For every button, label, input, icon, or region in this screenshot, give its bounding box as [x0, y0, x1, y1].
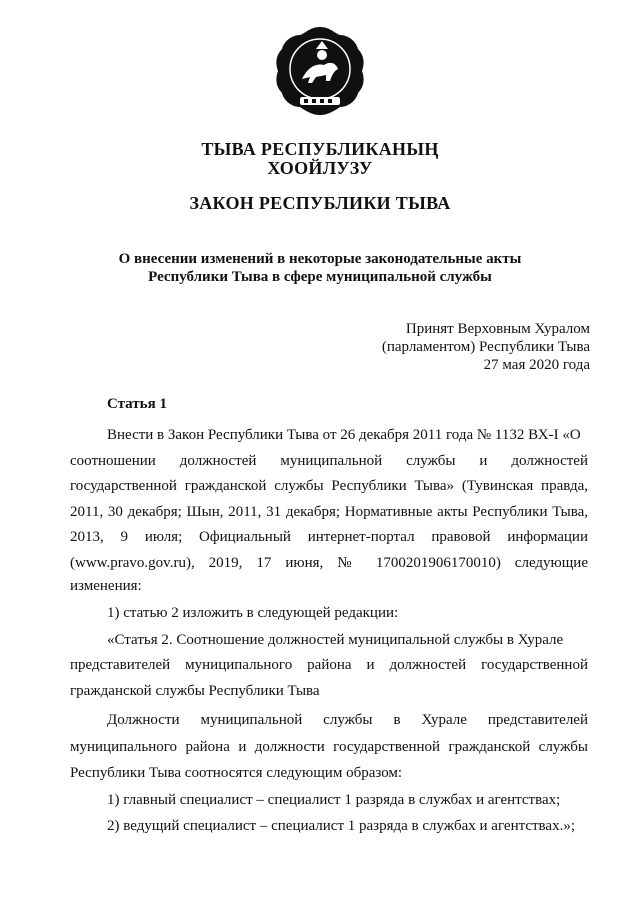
body-line: представителей муниципального района и должностей государственной	[70, 657, 588, 673]
law-subject-line2: Республики Тыва в сфере муниципальной службы	[148, 269, 492, 285]
body-line: гражданской службы Республики Тыва	[70, 683, 320, 699]
adoption-line1: Принят Верховным Хуралом	[405, 321, 590, 337]
body-line: 2013, 9 июля; Официальный интернет-портал правовой информации	[70, 529, 588, 545]
article-heading: Статья 1	[107, 396, 167, 412]
body-line: соотношении должностей муниципальной службы и должностей	[70, 453, 588, 469]
body-line: 1) статью 2 изложить в следующей редакции:	[107, 605, 399, 621]
body-line: государственной гражданской службы Республики Тыва» (Тувинская правда,	[70, 478, 588, 494]
law-title: ЗАКОН РЕСПУБЛИКИ ТЫВА	[189, 193, 451, 213]
body-line: (www.pravo.gov.ru), 2019, 17 июня, № 1700201906170010) следующие	[70, 555, 588, 571]
law-subject-line1: О внесении изменений в некоторые законодательные акты	[118, 251, 522, 267]
adoption-date: 27 мая 2020 года	[483, 357, 590, 373]
adoption-line2: (парламентом) Республики Тыва	[381, 339, 590, 355]
body-line: изменения:	[70, 578, 142, 594]
body-line: Должности муниципальной службы в Хурале представителей	[107, 712, 588, 728]
republic-name-line1: ТЫВА РЕСПУБЛИКАНЫҢ	[201, 139, 439, 159]
body-line: Республики Тыва соотносятся следующим образом:	[70, 765, 403, 781]
body-line: «Статья 2. Соотношение должностей муниципальной службы в Хурале	[107, 632, 564, 648]
tuva-emblem	[272, 23, 368, 119]
body-line: 2) ведущий специалист – специалист 1 разряда в службах и агентствах.»;	[107, 818, 576, 834]
republic-name-line2: ХООЙЛУЗУ	[267, 158, 373, 178]
body-line: 1) главный специалист – специалист 1 разряда в службах и агентствах;	[107, 792, 561, 808]
body-line: муниципального района и должности государственной гражданской службы	[70, 739, 588, 755]
body-line: Внести в Закон Республики Тыва от 26 декабря 2011 года № 1132 ВХ-I «О	[107, 427, 581, 443]
body-line: 2011, 30 декабря; Шын, 2011, 31 декабря; Нормативные акты Республики Тыва,	[70, 504, 588, 520]
